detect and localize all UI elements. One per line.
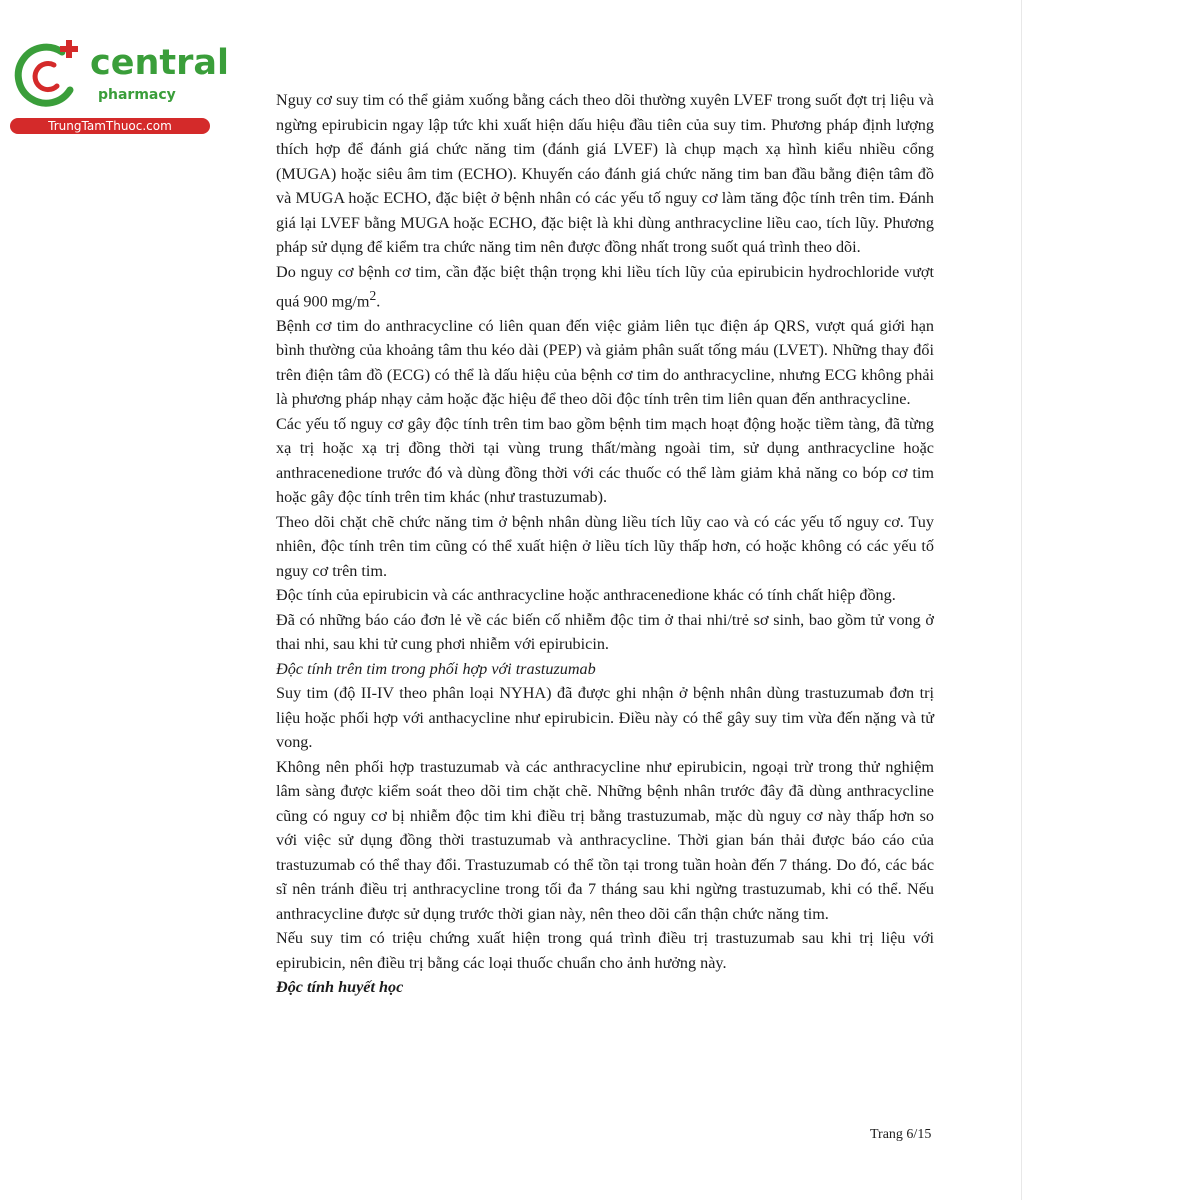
dose-superscript: 2	[369, 288, 377, 303]
paragraph-lvef-monitoring: Nguy cơ suy tim có thể giảm xuống bằng cách theo dõi thường xuyên LVEF trong suốt đợt trị liệu và ngừng epirubicin ngay lập tức khi xuất hiện dấu hiệu đầu tiên của suy tim. Phương pháp định lượng thích hợp để đánh giá chức năng tim (đánh giá LVEF) là chụp mạch xạ hình kiểu nhiều cổng (MUGA) hoặc siêu âm tim (ECHO). Khuyến cáo đánh giá chức năng tim ban đầu bằng điện tâm đồ và MUGA hoặc ECHO, đặc biệt ở bệnh nhân có các yếu tố nguy cơ làm tăng độc tính trên tim. Đánh giá lại LVEF bằng MUGA hoặc ECHO, đặc biệt là khi dùng anthracycline liều cao, tích lũy. Phương pháp sử dụng để kiểm tra chức năng tim nên được đồng nhất trong suốt quá trình theo dõi.	[276, 91, 934, 256]
logo-website-badge: TrungTamThuoc.com	[10, 118, 210, 134]
paragraph-fetal-reports: Đã có những báo cáo đơn lẻ về các biến cố nhiễm độc tim ở thai nhi/trẻ sơ sinh, bao gồm tử vong ở thai nhi, sau khi tử cung phơi nhiễm với epirubicin.	[276, 610, 934, 654]
paragraph-cumulative-dose	[276, 260, 934, 314]
paragraph-ecg-changes: Bệnh cơ tim do anthracycline có liên quan đến việc giảm liên tục điện áp QRS, vượt quá giới hạn bình thường của khoảng tâm thu kéo dài (PEP) và giảm phân suất tống máu (LVET). Những thay đổi trên điện tâm đồ (ECG) có thể là dấu hiệu của bệnh cơ tim do anthracycline, nhưng ECG không phải là phương pháp nhạy cảm hoặc đặc hiệu để theo dõi độc tính trên tim liên quan đến anthracycline.	[276, 316, 934, 409]
paragraph-nyha-heart-failure: Suy tim (độ II-IV theo phân loại NYHA) đã được ghi nhận ở bệnh nhân dùng trastuzumab đơn trị liệu hoặc phối hợp với anthacycline như epirubicin. Điều này có thể gây suy tim vừa đến nặng và tử vong.	[276, 684, 934, 752]
paragraph-synergistic-toxicity: Độc tính của epirubicin và các anthracycline hoặc anthracenedione khác có tính chất hiệp đồng.	[276, 586, 896, 605]
paragraph-symptomatic-treatment: Nếu suy tim có triệu chứng xuất hiện trong quá trình điều trị trastuzumab sau khi trị liệu với epirubicin, nên điều trị bằng các loại thuốc chuẩn cho ảnh hưởng này.	[276, 929, 934, 972]
paragraph-close-monitoring: Theo dõi chặt chẽ chức năng tim ở bệnh nhân dùng liều tích lũy cao và có các yếu tố nguy cơ. Tuy nhiên, độc tính trên tim cũng có thể xuất hiện ở liều tích lũy thấp hơn, có hoặc không có các yếu tố nguy cơ trên tim.	[276, 512, 934, 580]
central-pharmacy-logo[interactable]	[10, 38, 230, 138]
paragraph-risk-factors: Các yếu tố nguy cơ gây độc tính trên tim bao gồm bệnh tim mạch hoạt động hoặc tiềm tàng, đã từng xạ trị hoặc xạ trị đồng thời tại vùng trung thất/màng ngoài tim, sử dụng anthracycline hoặc anthracenedione trước đó và dùng đồng thời với các thuốc có thể làm giảm khả năng co bóp cơ tim hoặc gây độc tính trên tim khác (như trastuzumab).	[276, 414, 934, 507]
dose-text-end: .	[376, 292, 381, 311]
page-number: Trang 6/15	[870, 1127, 932, 1142]
section-heading-trastuzumab: Độc tính trên tim trong phối hợp với trastuzumab	[276, 659, 596, 678]
logo-subtitle: pharmacy	[98, 87, 176, 103]
paragraph-combination-warning: Không nên phối hợp trastuzumab và các anthracycline như epirubicin, ngoại trừ trong thử nghiệm lâm sàng được kiểm soát theo dõi tim chặt chẽ. Những bệnh nhân trước đây đã dùng anthracycline cũng có nguy cơ bị nhiễm độc tim khi điều trị bằng trastuzumab, mặc dù nguy cơ này thấp hơn so với việc sử dụng đồng thời trastuzumab và anthracycline. Thời gian bán thải được báo cáo của trastuzumab có thể thay đổi. Trastuzumab có thể tồn tại trong tuần hoàn đến 7 tháng. Do đó, các bác sĩ nên tránh điều trị anthracycline trong tối đa 7 tháng sau khi ngừng trastuzumab, khi có thể. Nếu anthracycline được sử dụng trước thời gian này, nên theo dõi cẩn thận chức năng tim.	[276, 757, 934, 923]
dose-text: Do nguy cơ bệnh cơ tim, cần đặc biệt thận trọng khi liều tích lũy của epirubicin hydrochloride vượt quá 900 mg/m	[276, 262, 934, 311]
document-body	[276, 88, 934, 1000]
logo-brand-name: central	[90, 43, 230, 83]
section-heading-hematology: Độc tính huyết học	[276, 978, 404, 997]
page-edge-line	[1021, 0, 1022, 1200]
pharmacy-cross-logo-icon	[10, 38, 90, 118]
